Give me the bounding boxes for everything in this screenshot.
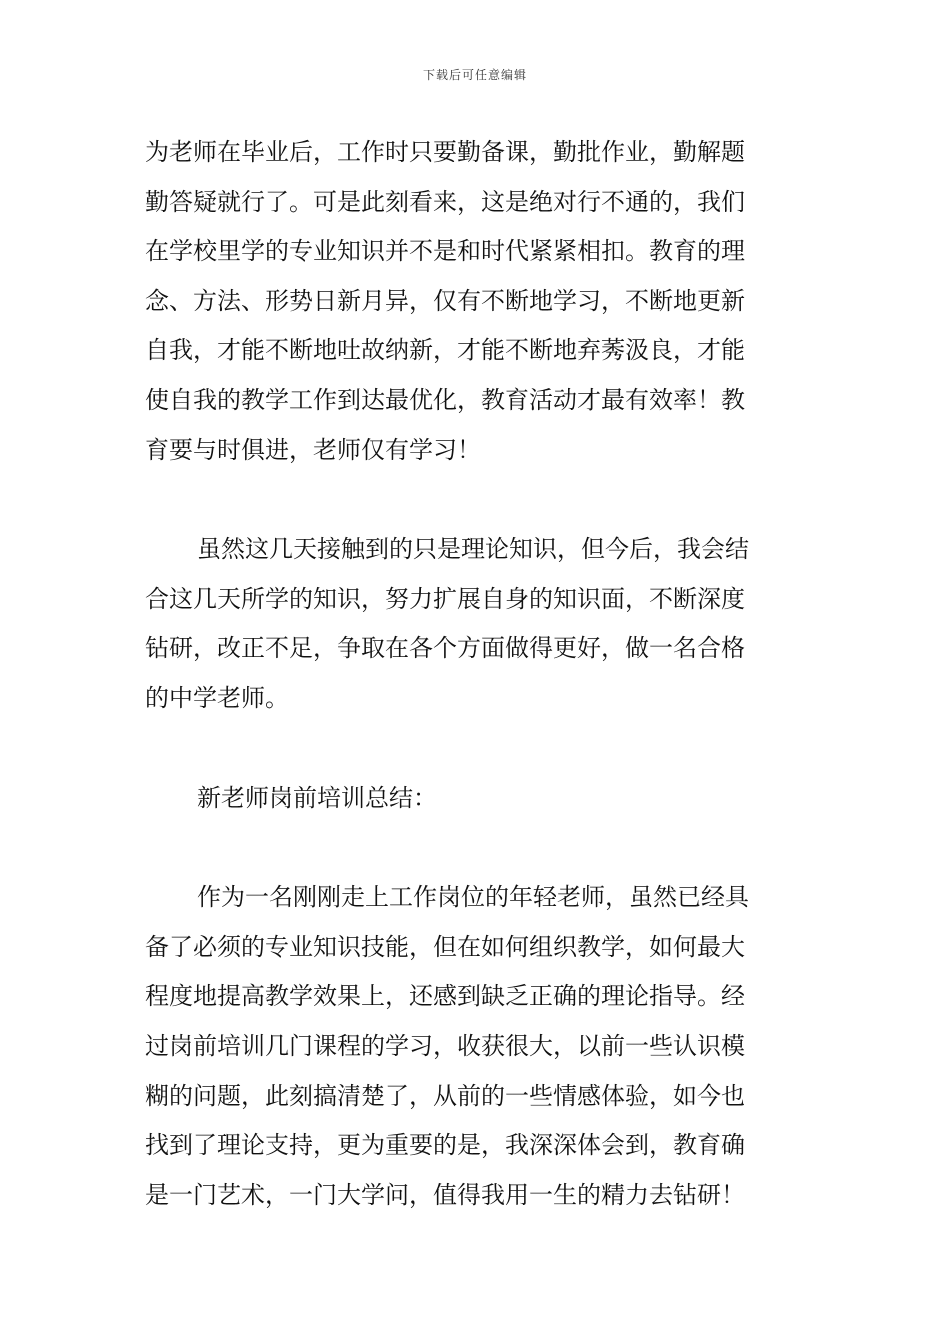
text-line: 念、方法、形势日新月异，仅有不断地学习，不断地更新 [145,286,745,315]
text-line: 虽然这几天接触到的只是理论知识，但今后，我会结 [197,535,749,564]
text-line: 新老师岗前培训总结： [197,783,437,812]
text-line: 找到了理论支持，更为重要的是，我深深体会到，教育确 [145,1131,745,1160]
text-line: 备了必须的专业知识技能，但在如何组织教学，如何最大 [145,932,745,961]
text-line: 作为一名刚刚走上工作岗位的年轻老师，虽然已经具 [197,883,749,912]
section-heading [145,774,815,824]
paragraph-conclusion [145,525,815,723]
paragraph-continuation [145,128,815,475]
text-line: 为老师在毕业后，工作时只要勤备课，勤批作业，勤解题 [145,138,745,166]
text-line: 在学校里学的专业知识并不是和时代紧紧相扣。教育的理 [145,237,745,266]
text-line: 程度地提高教学效果上，还感到缺乏正确的理论指导。经 [145,982,745,1011]
text-line: 合这几天所学的知识，努力扩展自身的知识面，不断深度 [145,584,745,613]
text-line: 糊的问题，此刻搞清楚了，从前的一些情感体验，如今也 [145,1081,745,1110]
text-line: 育要与时俱进，老师仅有学习！ [145,435,481,464]
text-line: 使自我的教学工作到达最优化，教育活动才最有效率！教 [145,385,745,414]
text-line: 钻研，改正不足，争取在各个方面做得更好，做一名合格 [145,634,745,663]
text-line: 勤答疑就行了。可是此刻看来，这是绝对行不通的，我们 [145,187,745,216]
text-line: 是一门艺术，一门大学问，值得我用一生的精力去钻研！ [145,1180,745,1209]
document-body [145,128,815,1220]
text-line: 过岗前培训几门课程的学习，收获很大，以前一些认识模 [145,1031,745,1060]
text-line: 的中学老师。 [145,683,289,712]
paragraph-summary [145,873,815,1220]
page-header: 下载后可任意编辑 [422,68,527,82]
text-line: 自我，才能不断地吐故纳新，才能不断地弃莠汲良，才能 [145,336,745,365]
